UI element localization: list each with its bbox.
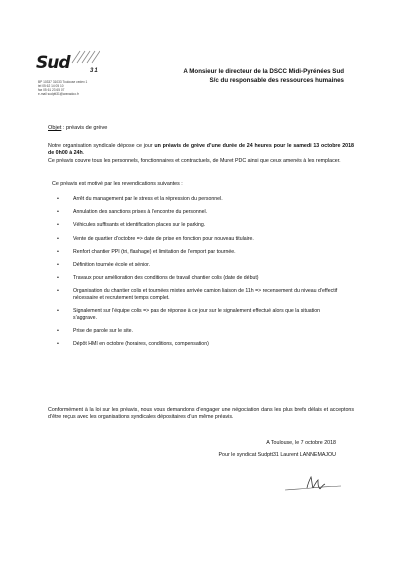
demand-item [52,275,342,282]
recipient-block [183,67,344,85]
recipient-line: S/c du responsable des ressources humaines [209,77,344,84]
demand-text: Travaux pour amélioration des conditions de travail chantier colis (date de début) [73,275,259,282]
demand-text: Véhicules suffisants et identification places sur le parking. [73,222,206,229]
closing-paragraph: Conformément à la loi sur les préavis, nous vous demandons d’engager une négociation dans les plus brefs délais et acceptons d’être reçus avec les organisations syndicales dépositaires d’un même préavis. [48,407,354,420]
demand-text: Arrêt du management par le stress et la répression du personnel. [73,196,223,202]
bullet-icon: • [57,288,59,295]
intro-paragraph [48,143,354,157]
logo-number: 31 [90,68,99,74]
object-line [48,125,107,131]
logo-address [38,80,87,96]
object-label: Objet [48,125,62,131]
object-text: : préavis de grève [61,125,108,131]
bullet-icon: • [57,209,59,216]
address-line: BP 10337 31033 Toulouse cedex 1 [38,80,88,84]
demand-item [52,209,342,216]
bullet-icon: • [57,235,59,242]
address-line: fax 05 61 23 65 07 [38,88,65,93]
demand-item [52,236,342,243]
logo-stripes-icon [70,50,100,64]
demands-list [52,196,342,355]
bullet-icon: • [57,341,59,348]
demand-item [52,308,342,322]
demand-item [52,341,342,348]
demand-item [52,222,342,229]
bullet-icon: • [57,196,59,202]
bullet-icon: • [57,308,59,315]
demand-text: Annulation des sanctions prises à l’encontre du personnel. [73,209,208,216]
place-date: A Toulouse, le 7 octobre 2018 [266,440,336,446]
bullet-icon: • [57,328,59,335]
demand-item [52,249,342,256]
demand-text: Dépôt HMI en octobre (horaires, conditions, compensation) [73,341,209,348]
recipient-line: A Monsieur le directeur de la DSCC Midi-Pyrénées Sud [183,68,344,75]
logo-brand: Sud [36,53,70,73]
demand-text: Signalement sur l’équipe colis => pas de réponse à ce jour sur le signalement effectué alors que la situation s’aggrave. [73,308,321,322]
address-line: e-mail sudptt31@wanadoo.fr [38,92,79,97]
demand-item [52,328,342,335]
bullet-icon: • [57,261,59,268]
bullet-icon: • [57,248,59,255]
demand-item [52,196,342,203]
demand-text: Prise de parole sur le site. [73,328,133,335]
demand-text: Définition tournée école et sénior. [73,261,150,268]
sud-logo [30,50,125,110]
handwritten-signature [283,474,343,496]
coverage-paragraph: Ce préavis couvre tous les personnels, fonctionnaires et contractuels, de Muret PDC ainsi que ceux amenés à les remplacer. [48,158,341,164]
signatory: Pour le syndicat Sudptt31 Laurent LANNEMAJOU [218,452,336,458]
bullet-icon: • [57,275,59,282]
address-line: tel 05 62 14 05 10 [38,84,64,89]
intro-text: Notre organisation syndicale dépose ce jour [48,143,155,149]
demand-item [52,262,342,269]
demand-text: Vente de quartier d’octobre => date de prise en fonction pour nouveau titulaire. [73,235,254,242]
motive-intro: Ce préavis est motivé par les revendications suivantes : [52,181,183,187]
intro-bold: un préavis de grève d’une durée de 24 heures pour le samedi 13 octobre 2018 de 0h00 à 24h [48,143,354,156]
demand-item [52,288,342,302]
intro-end: . [82,150,85,156]
demand-text: Renfort chantier PPI (tri, flashage) et limitation de l’emport par tournée. [73,248,236,255]
demand-text: Organisation du chantier colis et tournées mixtes arrivée camion liaison de 11h => recensement du niveau d’effectif nécessaire et recrutement temps complet. [73,288,338,302]
bullet-icon: • [57,222,59,229]
